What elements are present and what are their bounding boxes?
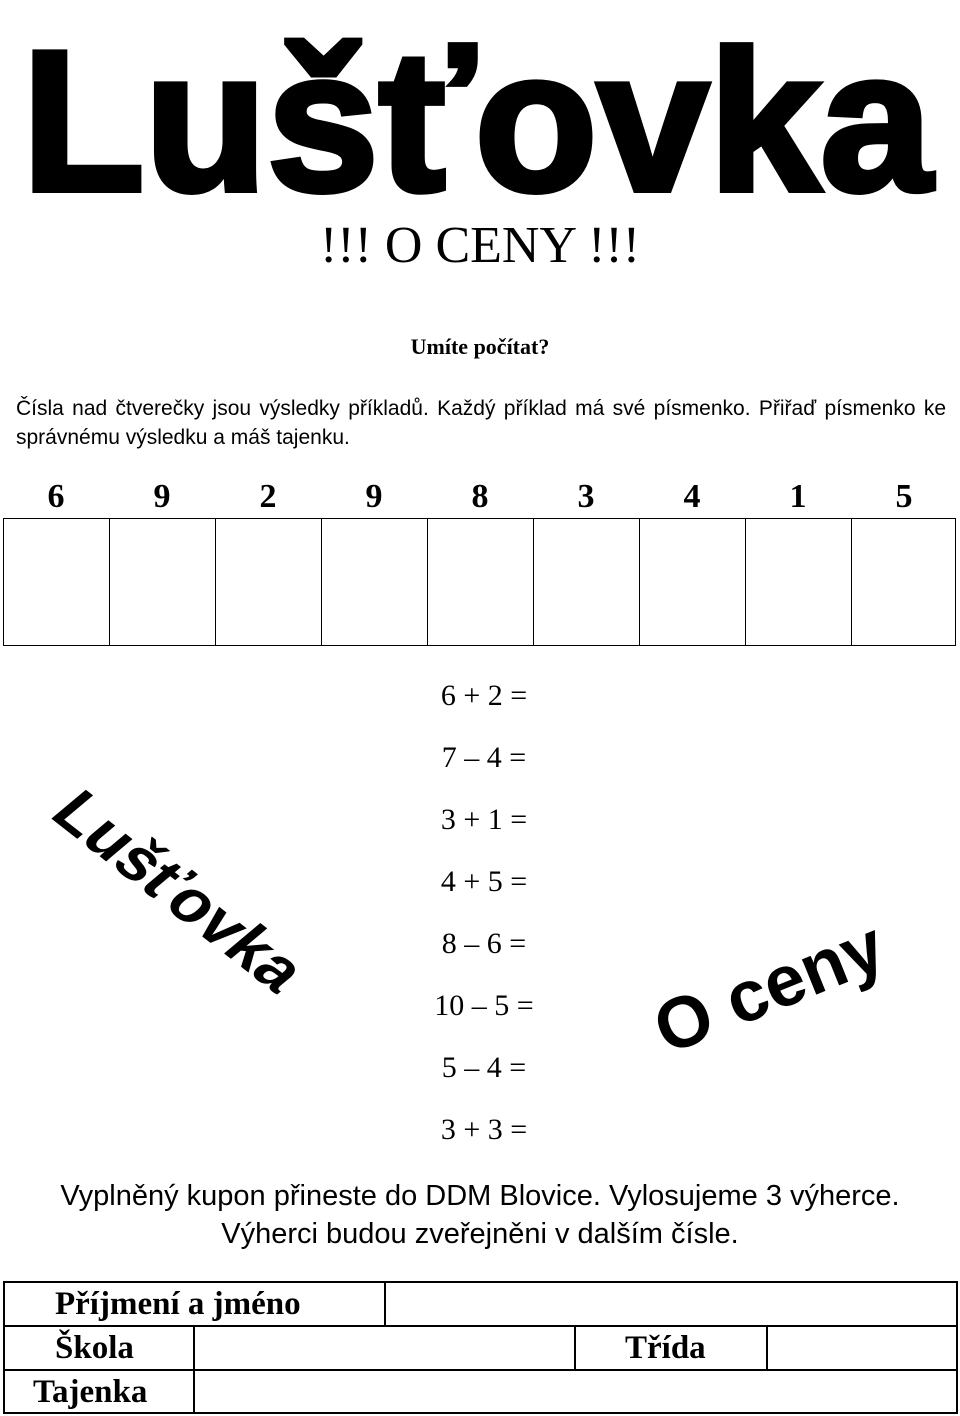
coupon-border [3, 1412, 958, 1414]
instructions-text: Čísla nad čtverečky jsou výsledky příkladů. Každý příklad má své písmenko. Přiřaď písmenko ke správnému výsledku a máš tajenku. [16, 397, 946, 449]
result-number: 9 [365, 478, 383, 515]
result-number: 2 [259, 478, 277, 515]
answer-field[interactable] [195, 1371, 956, 1412]
class-label: Třída [625, 1330, 706, 1366]
result-number: 3 [577, 478, 595, 515]
answer-box[interactable] [321, 518, 428, 646]
footer-instructions: Vyplněný kupon přineste do DDM Blovice. Vylosujeme 3 výherce. [60, 1180, 900, 1212]
answer-box[interactable] [3, 518, 110, 646]
header-title-logo [10, 0, 945, 233]
name-field[interactable] [386, 1283, 956, 1325]
name-label: Příjmení a jméno [55, 1286, 301, 1322]
question-text: Umíte počítat? [410, 334, 550, 359]
equation: 3 + 1 = [440, 803, 528, 836]
school-label: Škola [55, 1330, 134, 1366]
header-title-text: Lušťovka [22, 10, 934, 233]
footer-winners-note: Výherci budou zveřejněni v dalším čísle. [221, 1218, 739, 1250]
prize-title: !!! O CENY !!! [319, 217, 641, 274]
answer-box[interactable] [639, 518, 746, 646]
equation: 6 + 2 = [440, 679, 528, 712]
coupon-border [956, 1281, 958, 1414]
coupon-divider [574, 1325, 576, 1369]
decorative-oceny-wordart [643, 905, 905, 1075]
class-field[interactable] [768, 1327, 956, 1369]
decorative-lustovka-text: Lušťovka [37, 777, 323, 1004]
equation: 7 – 4 = [441, 741, 527, 774]
coupon-border [3, 1281, 5, 1414]
answer-box[interactable] [851, 518, 956, 646]
equation: 3 + 3 = [440, 1113, 528, 1146]
coupon-form [3, 1281, 958, 1414]
answer-box[interactable] [109, 518, 216, 646]
answer-box[interactable] [215, 518, 322, 646]
result-number-row [3, 478, 956, 518]
result-number: 6 [47, 478, 65, 515]
answer-box[interactable] [745, 518, 852, 646]
equation: 5 – 4 = [441, 1051, 527, 1084]
result-number: 4 [683, 478, 701, 515]
school-field[interactable] [195, 1327, 574, 1369]
result-number: 5 [895, 478, 913, 515]
equation: 10 – 5 = [434, 989, 534, 1022]
result-number: 9 [153, 478, 171, 515]
decorative-lustovka-wordart [30, 777, 323, 1004]
result-number: 8 [471, 478, 489, 515]
equation: 4 + 5 = [440, 865, 528, 898]
answer-box[interactable] [427, 518, 534, 646]
result-number: 1 [789, 478, 807, 515]
answer-label: Tajenka [33, 1374, 148, 1410]
decorative-oceny-text: O ceny [643, 905, 896, 1070]
answer-box[interactable] [533, 518, 640, 646]
answer-box-row [3, 518, 956, 648]
equation: 8 – 6 = [441, 927, 527, 960]
